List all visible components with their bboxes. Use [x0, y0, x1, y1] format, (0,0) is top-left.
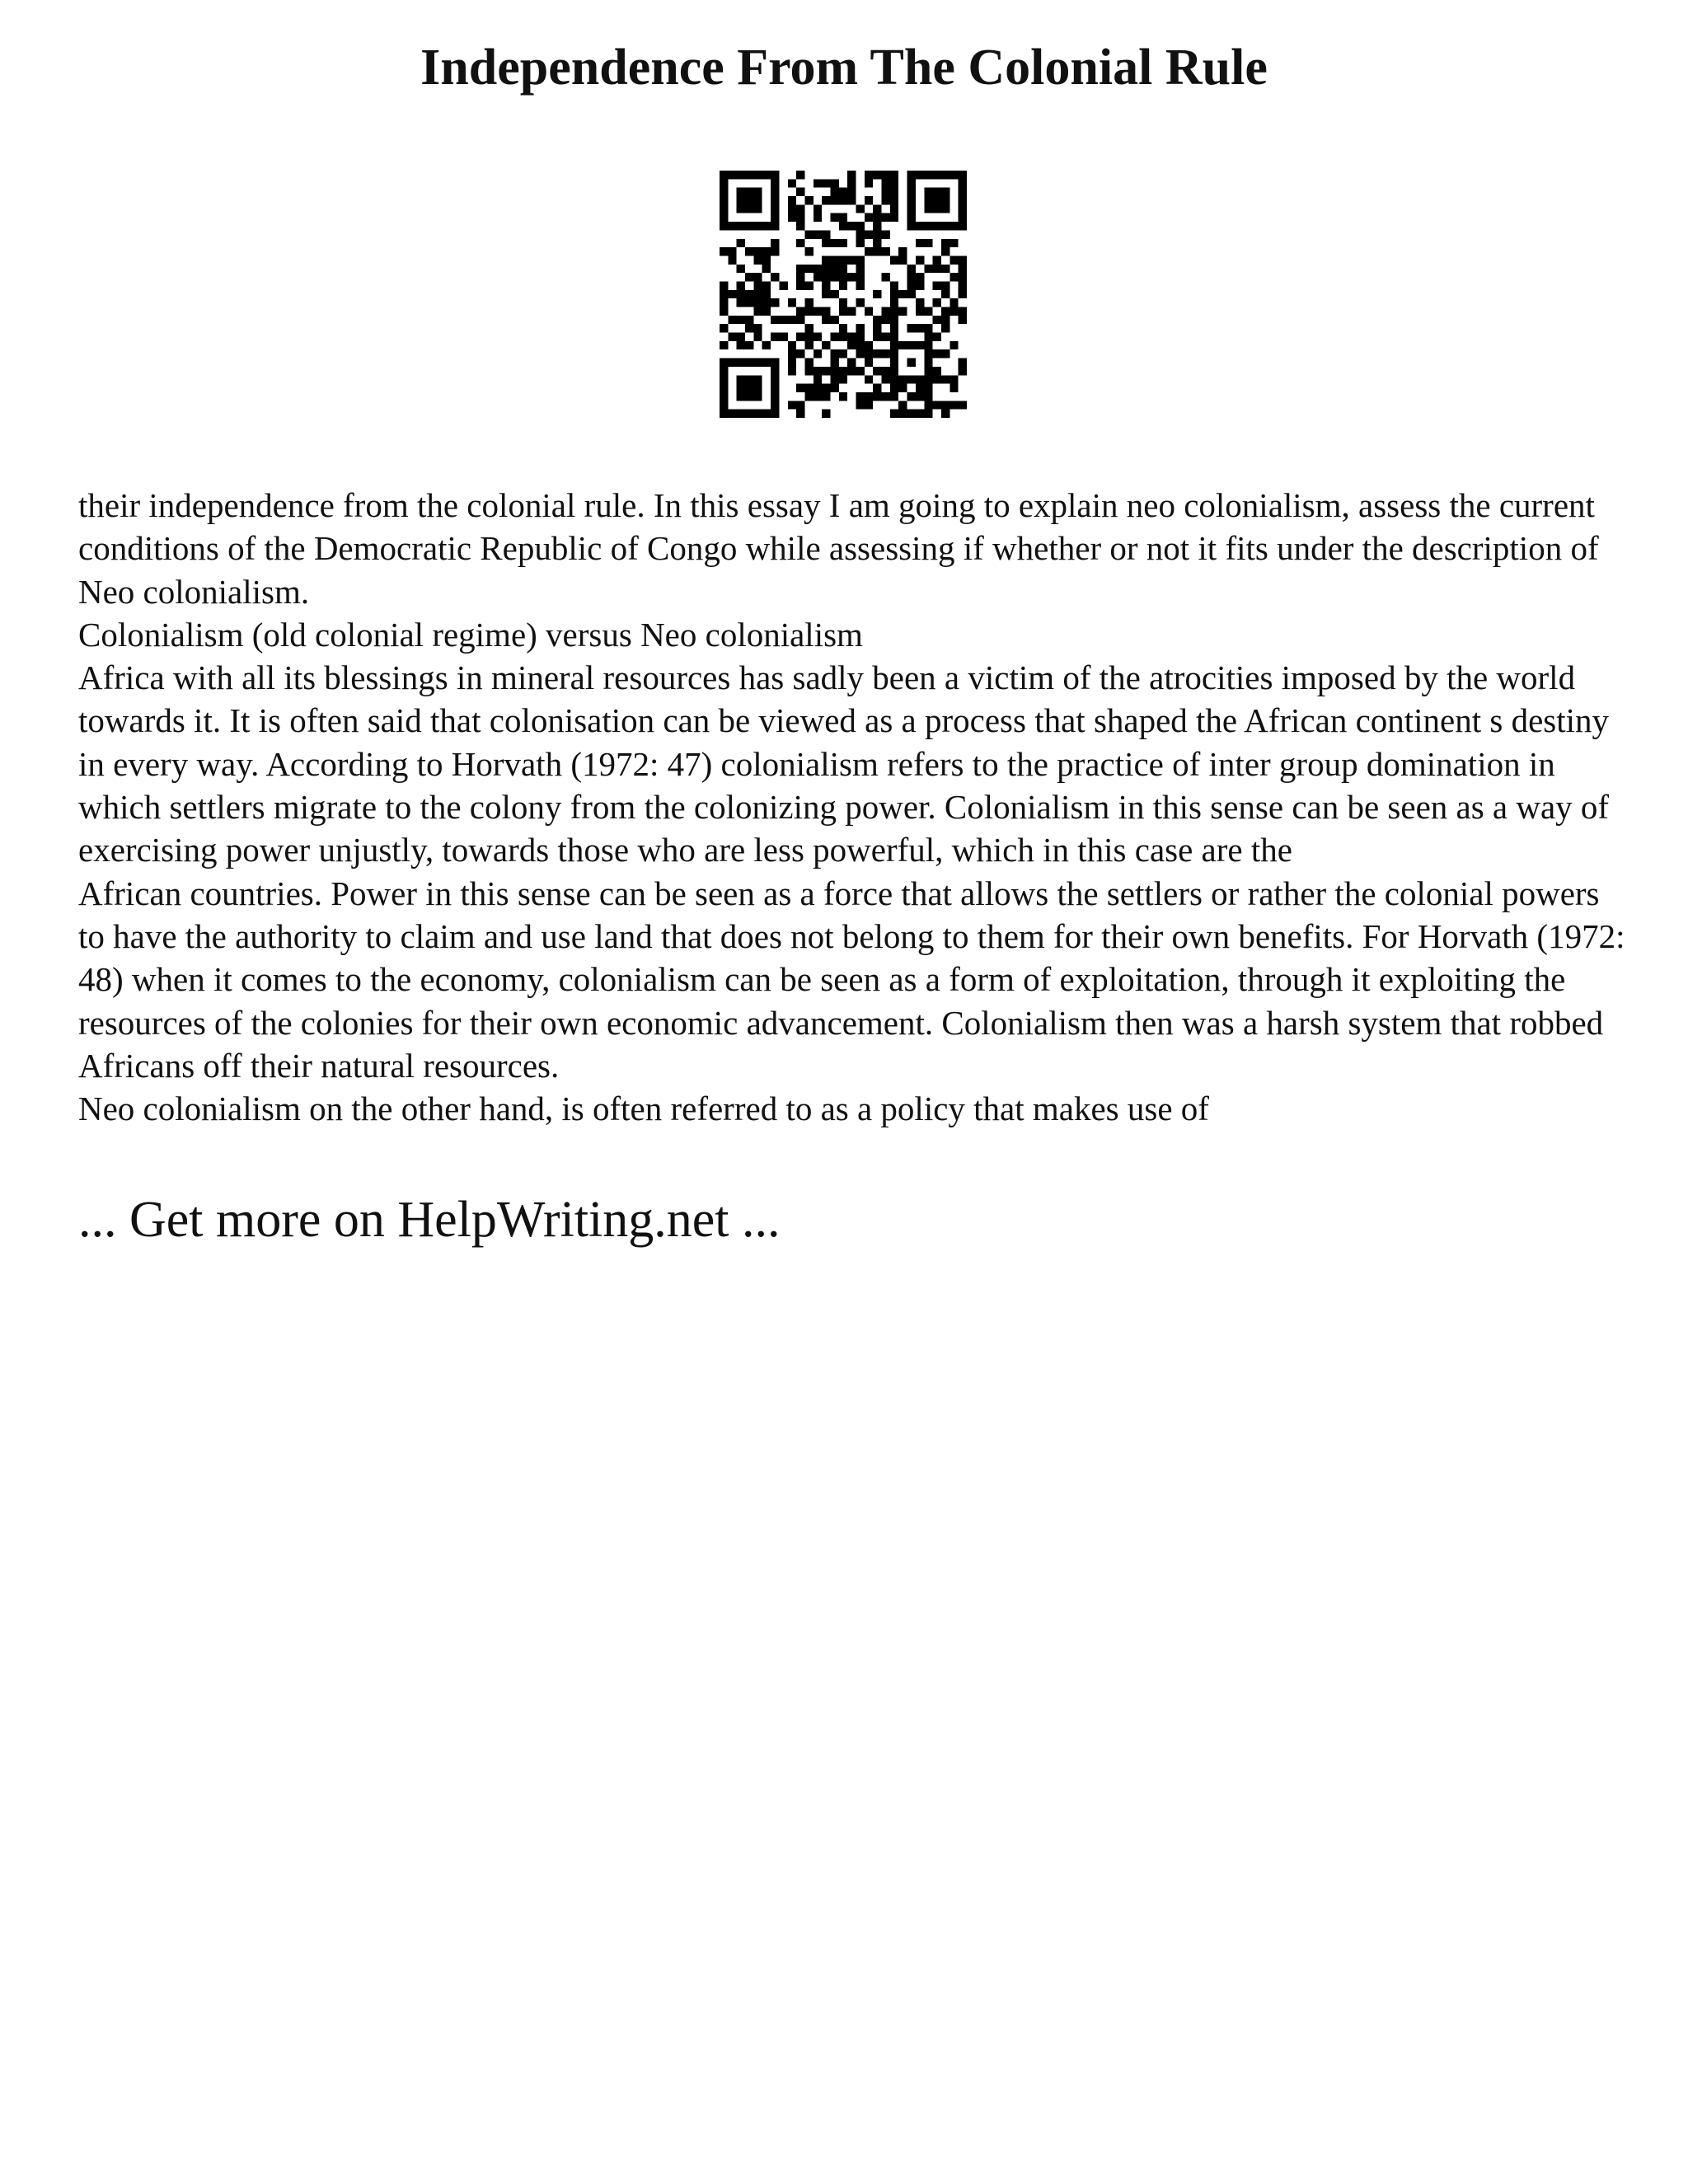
qr-code-icon: [720, 171, 967, 418]
get-more-link[interactable]: ... Get more on HelpWriting.net ...: [78, 1192, 781, 1248]
section-heading: Colonialism (old colonial regime) versus Neo colonialism: [78, 615, 863, 654]
paragraph-colonialism: Africa with all its blessings in mineral resources has sadly been a victim of the atrocities imposed by the world towards it. It is often said that colonisation can be viewed as a process that shaped the African continent s destiny in every way. According to Horvath (1972: 47) colonialism refers to the practice of inter group domination in which settlers migrate to the colony from the colonizing power. Colonialism in this sense can be seen as a way of exercising power unjustly, towards those who are less powerful, which in this case are the: [78, 658, 1610, 869]
essay-body: [78, 484, 1628, 1130]
paragraph-power: African countries. Power in this sense can be seen as a force that allows the settlers or rather the colonial powers to have the authority to claim and use land that does not belong to them for their own benefits. For Horvath (1972: 48) when it comes to the economy, colonialism can be seen as a form of exploitation, through it exploiting the resources of the colonies for their own economic advancement. Colonialism then was a harsh system that robbed Africans off their natural resources.: [78, 874, 1625, 1085]
paragraph-intro: their independence from the colonial rule. In this essay I am going to explain neo colonialism, assess the current conditions of the Democratic Republic of Congo while assessing if whether or not it fits under the description of Neo colonialism.: [78, 486, 1599, 611]
page-title: Independence From The Colonial Rule: [420, 40, 1268, 96]
qr-code-graphic: [720, 171, 967, 418]
paragraph-neo-colonialism: Neo colonialism on the other hand, is often referred to as a policy that makes use of: [78, 1090, 1209, 1128]
